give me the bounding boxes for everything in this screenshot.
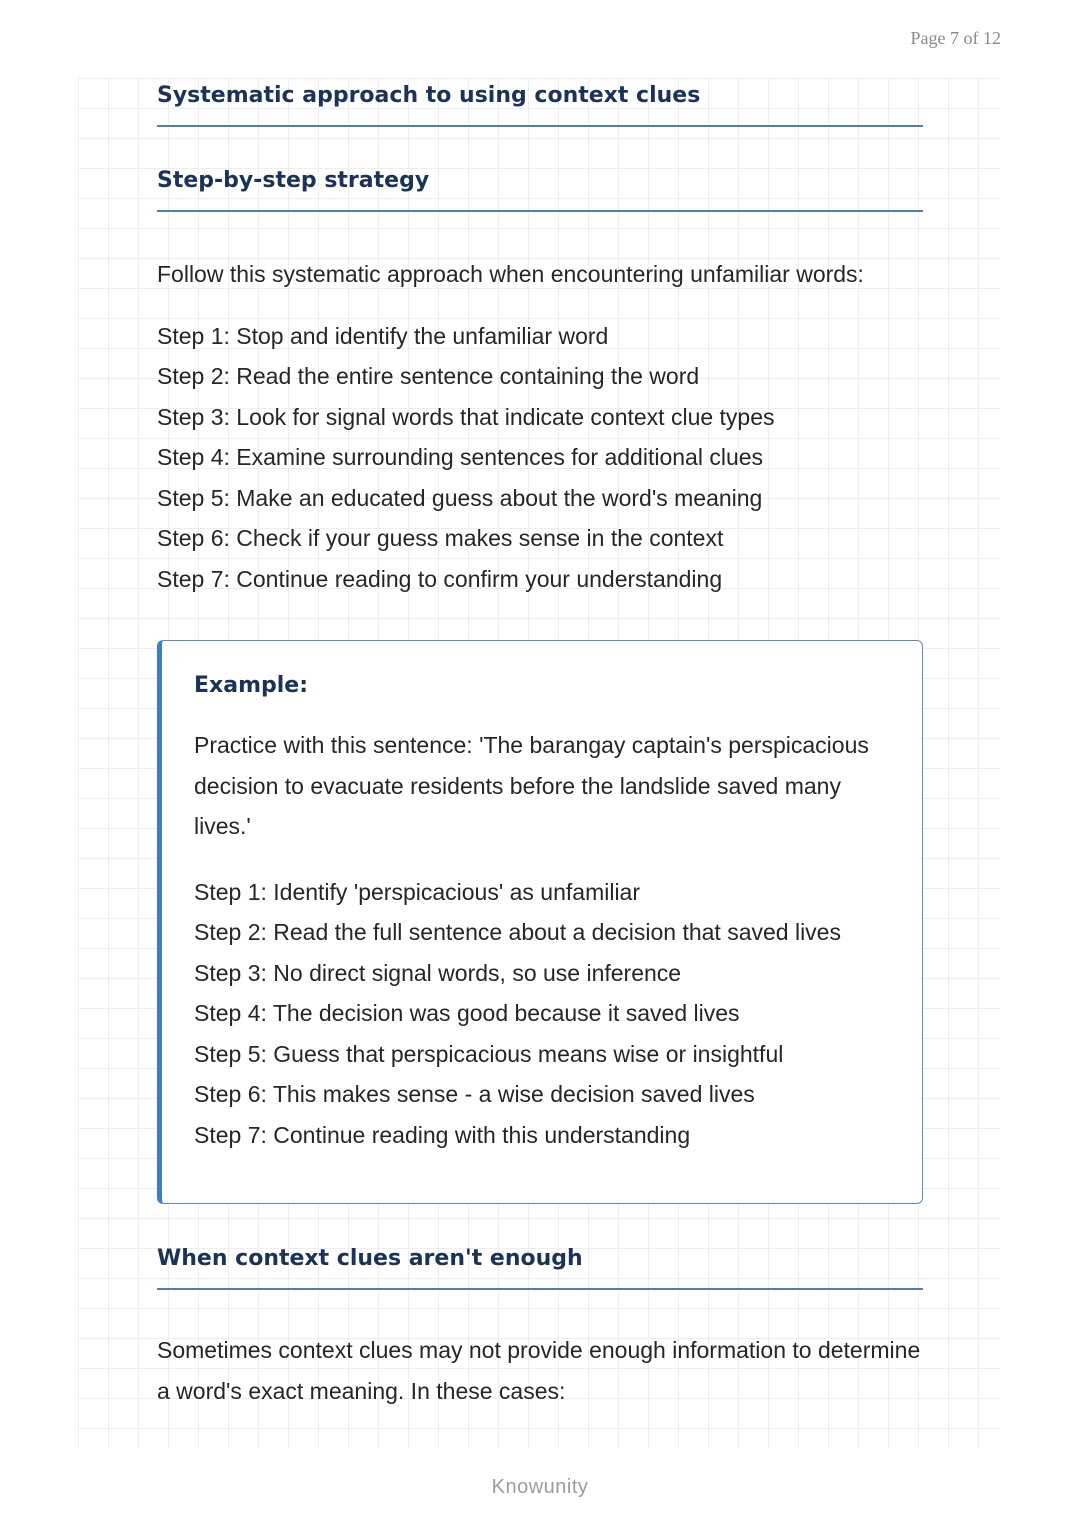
sub-heading: Step-by-step strategy — [157, 166, 923, 212]
strategy-step: Step 1: Stop and identify the unfamiliar word — [157, 322, 609, 349]
example-title: Example: — [194, 673, 308, 698]
example-step: Step 3: No direct signal words, so use inference — [194, 959, 682, 986]
example-step: Step 6: This makes sense - a wise decision saved lives — [194, 1081, 755, 1107]
strategy-step: Step 7: Continue reading to confirm your understanding — [157, 565, 723, 592]
main-heading: Systematic approach to using context clues — [157, 81, 923, 127]
page-content — [157, 78, 923, 1411]
strategy-step: Step 2: Read the entire sentence containing the word — [157, 363, 700, 389]
example-step: Step 5: Guess that perspicacious means wise or insightful — [194, 1040, 784, 1067]
example-step: Step 2: Read the full sentence about a decision that saved lives — [194, 919, 841, 945]
footer-brand: Knowunity — [491, 1476, 589, 1498]
strategy-step: Step 5: Make an educated guess about the word's meaning — [157, 484, 763, 511]
example-step: Step 1: Identify 'perspicacious' as unfamiliar — [194, 878, 641, 905]
example-box — [157, 640, 923, 1204]
example-step-list — [194, 872, 892, 1156]
example-sentence: Practice with this sentence: 'The barangay captain's perspicacious decision to evacuate residents before the landslide saved many lives.' — [194, 732, 869, 839]
page-number: Page 7 of 12 — [910, 28, 1001, 48]
section-heading-context-not-enough: When context clues aren't enough — [157, 1244, 923, 1290]
strategy-step-list — [157, 316, 923, 600]
example-step: Step 4: The decision was good because it saved lives — [194, 1000, 740, 1026]
strategy-step: Step 6: Check if your guess makes sense in the context — [157, 525, 724, 551]
example-step: Step 7: Continue reading with this understanding — [194, 1121, 691, 1148]
strategy-step: Step 3: Look for signal words that indicate context clue types — [157, 403, 775, 430]
section-paragraph: Sometimes context clues may not provide enough information to determine a word's exact meaning. In these cases: — [157, 1337, 921, 1404]
strategy-step: Step 4: Examine surrounding sentences for additional clues — [157, 444, 764, 470]
intro-paragraph: Follow this systematic approach when encountering unfamiliar words: — [157, 261, 864, 287]
